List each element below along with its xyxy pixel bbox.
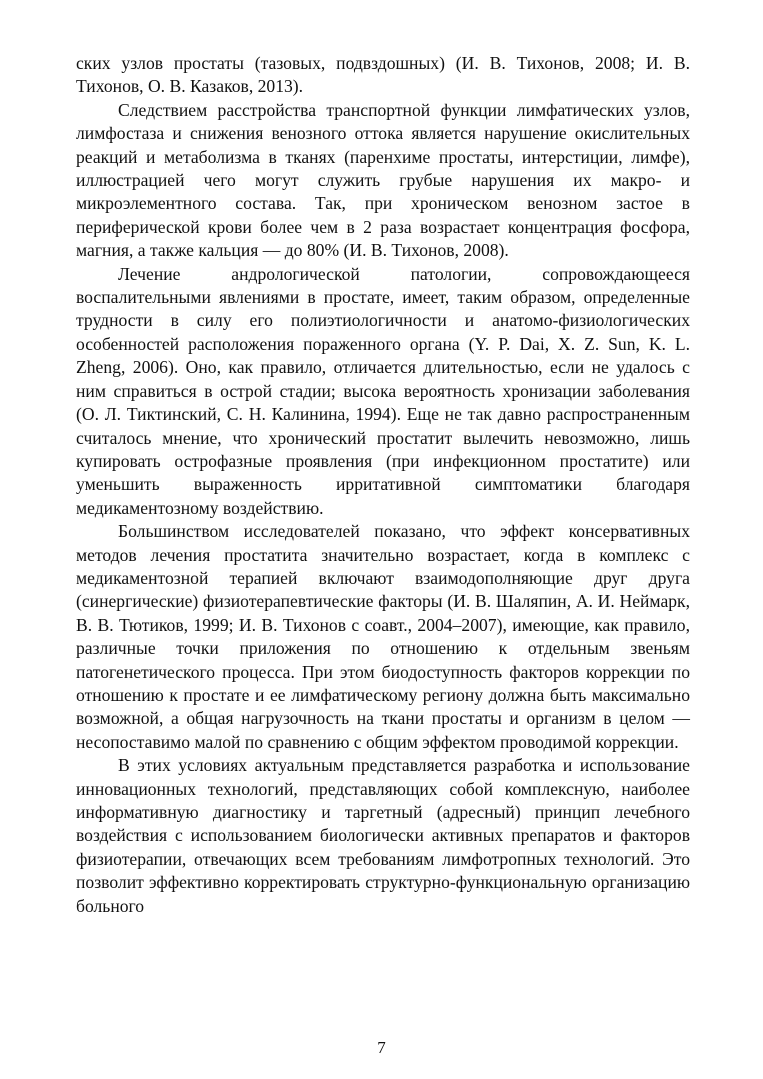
page-number: 7 (377, 1038, 386, 1057)
paragraph-andrological-treatment: Лечение андрологической патологии, сопровождающееся воспалительными явлениями в простате, имеет, таким образом, определенные трудности в силу его полиэтиологичности и анатомо-физиологических особенностей расположения пораженного органа (Y. P. Dai, X. Z. Sun, K. L. Zheng, 2006). Оно, как правило, отличается длительностью, если не удалось с ним справиться в острой стадии; высока вероятность хронизации заболевания (О. Л. Тиктинский, С. Н. Калинина, 1994). Еще не так давно распространенным считалось мнение, что хронический простатит вылечить невозможно, лишь купировать острофазные проявления (при инфекционном простатите) или уменьшить выраженность ирритативной симптоматики благодаря медикаментозному воздействию. (76, 263, 690, 518)
page-body (76, 52, 690, 918)
paragraph-continuation: ских узлов простаты (тазовых, подвздошных) (И. В. Тихонов, 2008; И. В. Тихонов, О. В. Казаков, 2013). (76, 53, 690, 97)
paragraph-innovative-technologies: В этих условиях актуальным представляется разработка и использование инновационных технологий, представляющих собой комплексную, наиболее информативную диагностику и таргетный (адресный) принцип лечебного воздействия с использованием биологически активных препаратов и факторов физиотерапии, отвечающих всем требованиям лимфотропных технологий. Это позволит эффективно корректировать структурно-функциональную организацию больного (76, 755, 690, 916)
paragraph-conservative-methods: Большинством исследователей показано, что эффект консервативных методов лечения простатита значительно возрастает, когда в комплекс с медикаментозной терапией включают взаимодополняющие друг друга (синергические) физиотерапевтические факторы (И. В. Шаляпин, А. И. Неймарк, В. В. Тютиков, 1999; И. В. Тихонов с соавт., 2004–2007), имеющие, как правило, различные точки приложения по отношению к отдельным звеньям патогенетического процесса. При этом биодоступность факторов коррекции по отношению к простате и ее лимфатическому региону должна быть максимально возможной, а общая нагрузочность на ткани простаты и организм в целом — несопоставимо малой по сравнению с общим эффектом проводимой коррекции. (76, 521, 690, 752)
paragraph-lymph-dysfunction: Следствием расстройства транспортной функции лимфатических узлов, лимфостаза и снижения венозного оттока является нарушение окислительных реакций и метаболизма в тканях (паренхиме простаты, интерстиции, лимфе), иллюстрацией чего могут служить грубые нарушения их макро- и микроэлементного состава. Так, при хроническом венозном застое в периферической крови более чем в 2 раза возрастает концентрация фосфора, магния, а также кальция — до 80% (И. В. Тихонов, 2008). (76, 99, 690, 261)
